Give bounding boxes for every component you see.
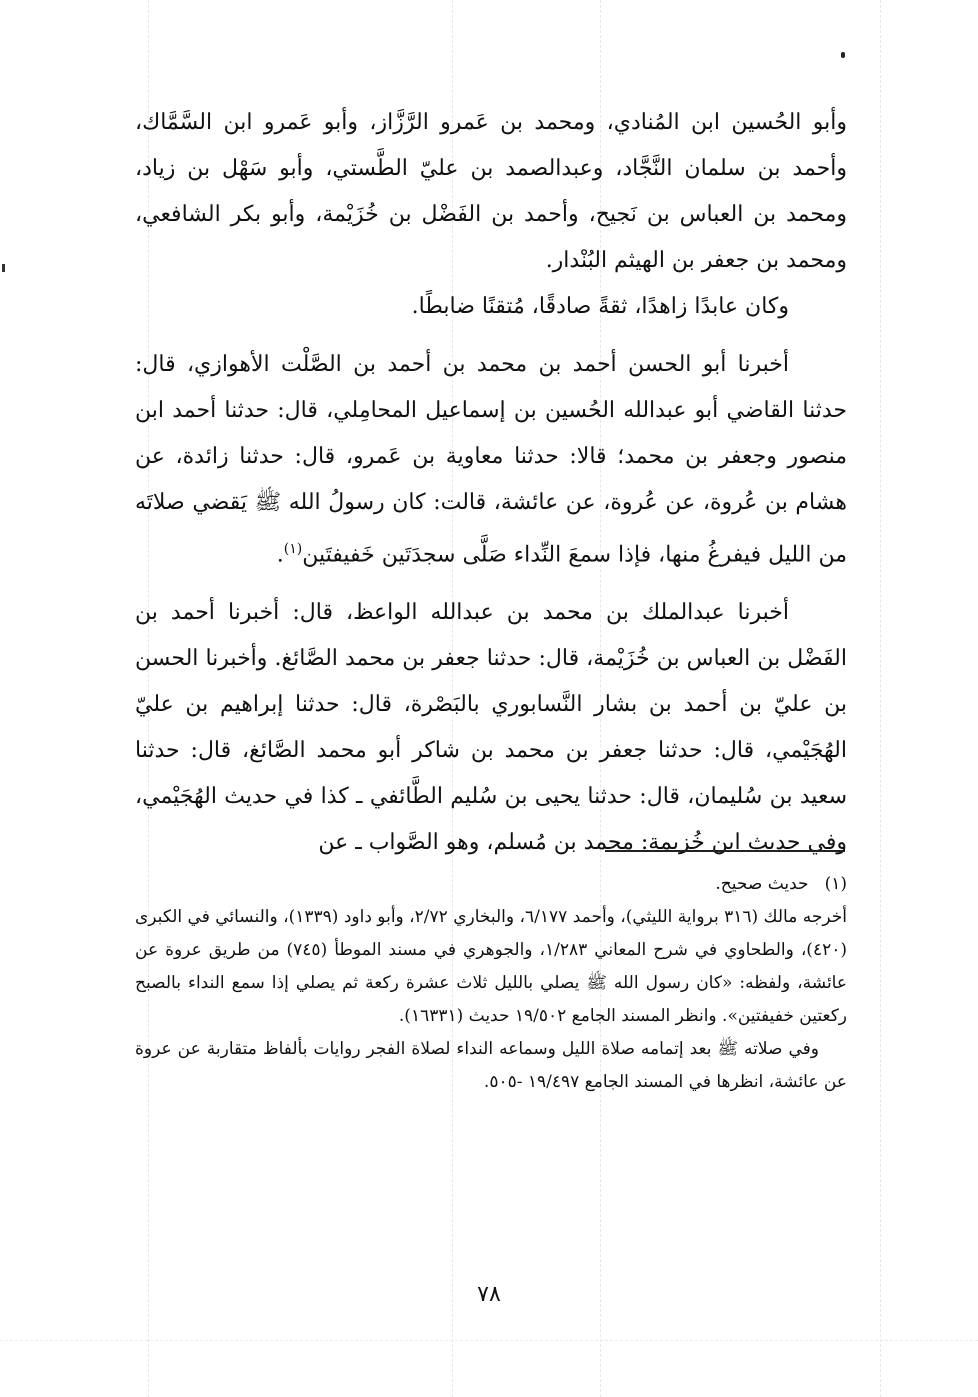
footnote-number: (١) (824, 874, 847, 894)
footnote-sources: أخرجه مالك (٣١٦ برواية الليثي)، وأحمد ٦/١٧٧، والبخاري ٢/٧٢، وأبو داود (١٣٣٩)، والنسائي في الكبرى (٤٢٠)، والطحاوي في شرح المعاني ١/٢٨٣، والجوهري في مسند الموطأ (٧٤٥) من طريق عروة عن عائشة، ولفظه: «كان رسول الله ﷺ يصلي بالليل ثلاث عشرة ركعة ثم يصلي إذا سمع النداء بالصبح ركعتين خفيفتين». وانظر المسند الجامع ١٩/٥٠٢ حديث (١٦٣٣١). (135, 907, 847, 1026)
paragraph-hadith-2: أخبرنا عبدالملك بن محمد بن عبدالله الواعظ، قال: أخبرنا أحمد بن الفَضْل بن العباس بن خُزَيْمة، قال: حدثنا جعفر بن محمد الصَّائغ. وأخبرنا الحسن بن عليّ بن أحمد بن بشار النَّسابوري بالبَصْرة، قال: حدثنا إبراهيم بن عليّ الهُجَيْمي، قال: حدثنا جعفر بن محمد بن شاكر أبو محمد الصَّائغ، قال: حدثنا سعيد بن سُليمان، قال: حدثنا يحيى بن سُليم الطَّائفي ـ كذا في حديث الهُجَيْمي، وفي حديث ابن خُزيمة: محمد بن مُسلم، وهو الصَّواب ـ عن (135, 600, 847, 856)
footnote-note: وفي صلاته ﷺ بعد إتمامه صلاة الليل وسماعه النداء لصلاة الفجر روايات بألفاظ متقاربة عن عروة عن عائشة، انظرها في المسند الجامع ١٩/٤٩٧ -٥٠٥. (135, 1039, 847, 1092)
hadith-1-end: . (276, 542, 284, 568)
footnote-reference: (١) (283, 541, 303, 557)
scan-guide-line (880, 0, 881, 1397)
scan-guide-line (0, 1340, 978, 1341)
footnote-separator (605, 850, 845, 852)
edge-ink-mark (2, 264, 5, 272)
hadith-1-text: أخبرنا أبو الحسن أحمد بن محمد بن أحمد بن الصَّلْت الأهوازي، قال: حدثنا القاضي أبو عبدالله الحُسين بن إسماعيل المحامِلي، قال: حدثنا أحمد ابن منصور وجعفر بن محمد؛ قالا: حدثنا معاوية بن عَمرو، قال: حدثنا زائدة، عن هشام بن عُروة، عن عُروة، عن عائشة، قالت: كان رسولُ الله ﷺ يَقضي صلاتَه من الليل فيفرغُ منها، فإذا سمعَ النِّداء صَلَّى سجدَتَين خَفيفتَين (135, 352, 847, 568)
footnote-1 (135, 868, 847, 901)
stray-ink-mark (841, 52, 845, 58)
footnotes (135, 868, 847, 1099)
page-number: ٧٨ (477, 1282, 501, 1307)
footnote-1-text: حديث صحيح. (715, 874, 809, 894)
paragraph-description: وكان عابدًا زاهدًا، ثقةً صادقًا، مُتقنًا ضابطًا. (411, 294, 789, 319)
paragraph-hadith-1 (135, 342, 847, 578)
paragraph-narrators: وأبو الحُسين ابن المُنادي، ومحمد بن عَمرو الرَّزَّاز، وأبو عَمرو ابن السَّمَّاك، وأحمد بن سلمان النَّجَّاد، وعبدالصمد بن عليّ الطَّستي، وأبو سَهْل بن زياد، ومحمد بن العباس بن نَجيح، وأحمد بن الفَضْل بن خُزَيْمة، وأبو بكر الشافعي، ومحمد بن جعفر بن الهيثم البُنْدار. (135, 110, 847, 273)
main-text (135, 100, 847, 866)
